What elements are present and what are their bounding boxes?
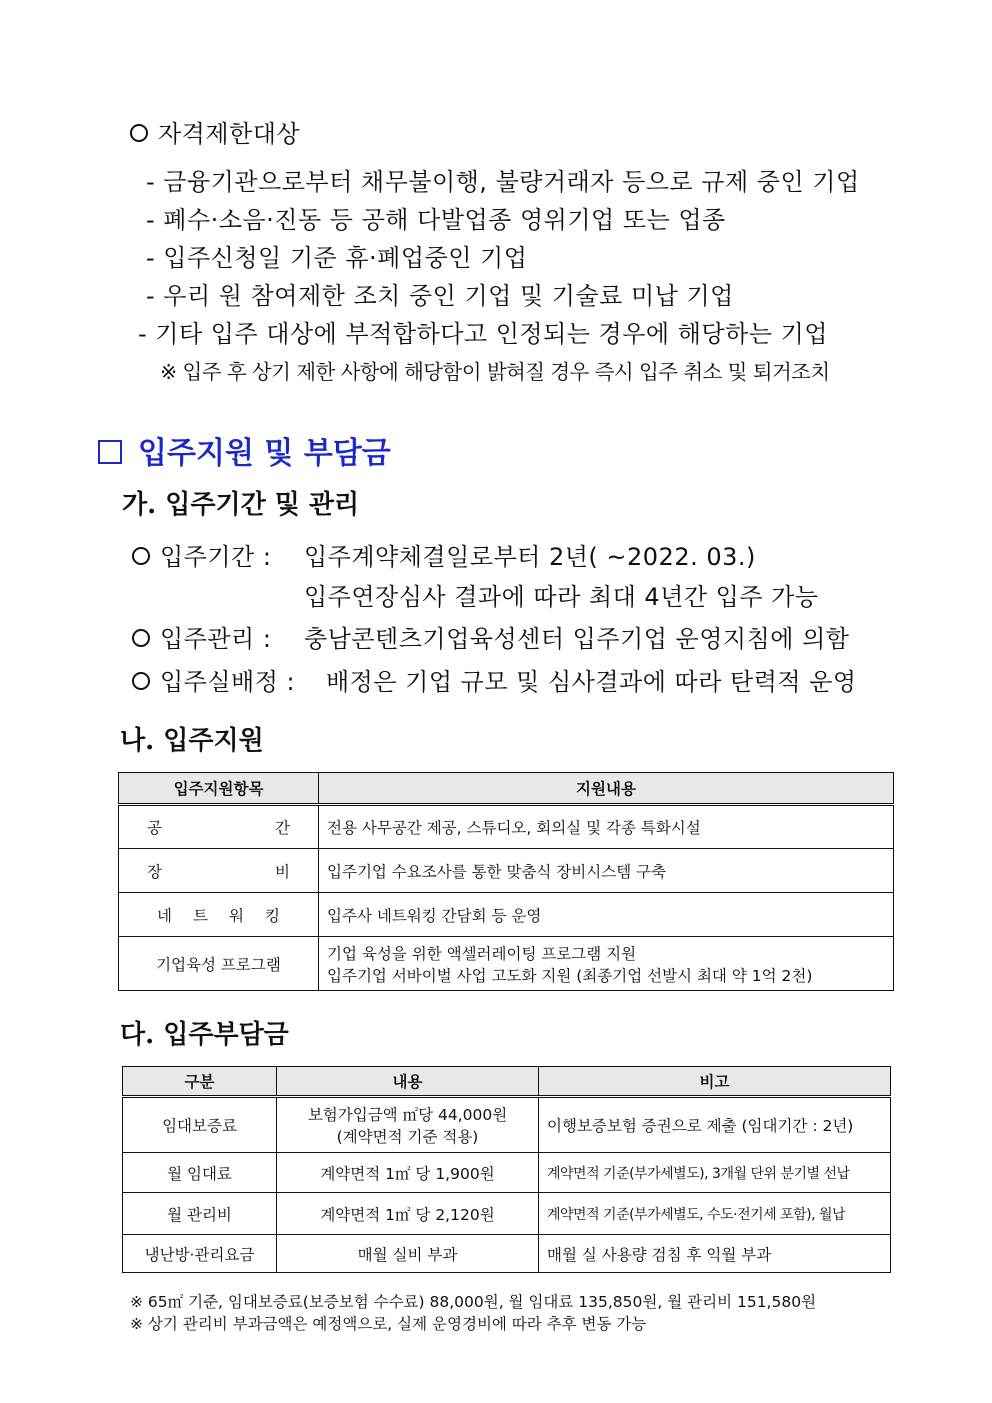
- table-row: [123, 1153, 891, 1193]
- period-item-1-line-1: 입주계약체결일로부터 2년( ~2022. 03.): [304, 543, 756, 571]
- fees-note-1: ※ 65㎡ 기준, 임대보증료(보증보험 수수료) 88,000원, 월 임대료 135,850원, 월 관리비 151,580원: [130, 1293, 817, 1311]
- support-label: 장 비: [119, 849, 319, 893]
- fees-note-2: ※ 상기 관리비 부과금액은 예정액으로, 실제 운영경비에 따라 추후 변동 가능: [130, 1315, 647, 1333]
- fees-header-note: 비고: [539, 1067, 891, 1097]
- restriction-item-3: - 입주신청일 기준 휴·폐업중인 기업: [146, 244, 528, 272]
- fees-header-category: 구분: [123, 1067, 277, 1097]
- fee-note: 계약면적 기준(부가세별도), 3개월 단위 분기별 선납: [539, 1153, 891, 1193]
- support-header-row: [119, 773, 894, 805]
- table-row: [119, 805, 894, 849]
- table-row: [119, 893, 894, 937]
- fee-content: 계약면적 1㎡ 당 1,900원: [277, 1153, 539, 1193]
- table-row: [119, 849, 894, 893]
- support-header-content: 지원내용: [319, 773, 894, 805]
- fee-note: 이행보증보험 증권으로 제출 (임대기간 : 2년): [539, 1097, 891, 1153]
- restrictions-heading: 자격제한대상: [130, 114, 300, 149]
- fees-title: 다. 입주부담금: [120, 1020, 289, 1050]
- period-item-2: 입주관리 :: [132, 619, 271, 654]
- restriction-item-1: - 금융기관으로부터 채무불이행, 불량거래자 등으로 규제 중인 기업: [146, 168, 860, 196]
- support-title: 나. 입주지원: [120, 726, 264, 756]
- support-label: 네 트 워 킹: [119, 893, 319, 937]
- support-label: 공 간: [119, 805, 319, 849]
- period-item-3: 입주실배정 :: [132, 662, 295, 697]
- support-label: 기업육성 프로그램: [119, 937, 319, 991]
- fee-content: 매월 실비 부과: [277, 1235, 539, 1273]
- circle-bullet-icon: [130, 124, 148, 142]
- restriction-item-2: - 폐수·소음·진동 등 공해 다발업종 영위기업 또는 업종: [146, 206, 726, 234]
- fee-note: 계약면적 기준(부가세별도, 수도·전기세 포함), 월납: [539, 1193, 891, 1235]
- support-content: 전용 사무공간 제공, 스튜디오, 회의실 및 각종 특화시설: [319, 805, 894, 849]
- fee-category: 임대보증료: [123, 1097, 277, 1153]
- fees-header-content: 내용: [277, 1067, 539, 1097]
- fee-category: 냉난방·관리요금: [123, 1235, 277, 1273]
- period-item-2-line-1: 충남콘텐츠기업육성센터 입주기업 운영지침에 의함: [304, 625, 850, 653]
- support-content: 입주사 네트워킹 간담회 등 운영: [319, 893, 894, 937]
- circle-bullet-icon: [132, 672, 150, 690]
- support-table: [118, 772, 894, 991]
- fees-header-row: [123, 1067, 891, 1097]
- table-row: [119, 937, 894, 991]
- fee-note: 매월 실 사용량 검침 후 익월 부과: [539, 1235, 891, 1273]
- support-content: 입주기업 수요조사를 통한 맞춤식 장비시스템 구축: [319, 849, 894, 893]
- restriction-item-4: - 우리 원 참여제한 조치 중인 기업 및 기술료 미납 기업: [146, 282, 734, 310]
- fee-content: 보험가입금액 ㎡당 44,000원 (계약면적 기준 적용): [277, 1097, 539, 1153]
- fees-table: [122, 1066, 891, 1273]
- table-row: [123, 1097, 891, 1153]
- circle-bullet-icon: [132, 629, 150, 647]
- section-title: 입주지원 및 부담금: [98, 428, 391, 472]
- support-content: 기업 육성을 위한 액셀러레이팅 프로그램 지원 입주기업 서바이벌 사업 고도화 지원 (최종기업 선발시 최대 약 1억 2천): [319, 937, 894, 991]
- square-bullet-icon: [98, 440, 122, 464]
- fee-content: 계약면적 1㎡ 당 2,120원: [277, 1193, 539, 1235]
- support-header-item: 입주지원항목: [119, 773, 319, 805]
- restriction-item-5: - 기타 입주 대상에 부적합하다고 인정되는 경우에 해당하는 기업: [138, 320, 828, 348]
- period-item-1-line-2: 입주연장심사 결과에 따라 최대 4년간 입주 가능: [304, 583, 819, 611]
- table-row: [123, 1235, 891, 1273]
- fee-category: 월 임대료: [123, 1153, 277, 1193]
- circle-bullet-icon: [132, 547, 150, 565]
- fee-category: 월 관리비: [123, 1193, 277, 1235]
- period-item-1: 입주기간 :: [132, 537, 271, 572]
- period-item-3-line-1: 배정은 기업 규모 및 심사결과에 따라 탄력적 운영: [326, 668, 857, 696]
- table-row: [123, 1193, 891, 1235]
- restriction-note: ※ 입주 후 상기 제한 사항에 해당함이 밝혀질 경우 즉시 입주 취소 및 퇴거조치: [160, 360, 830, 384]
- period-title: 가. 입주기간 및 관리: [122, 490, 360, 520]
